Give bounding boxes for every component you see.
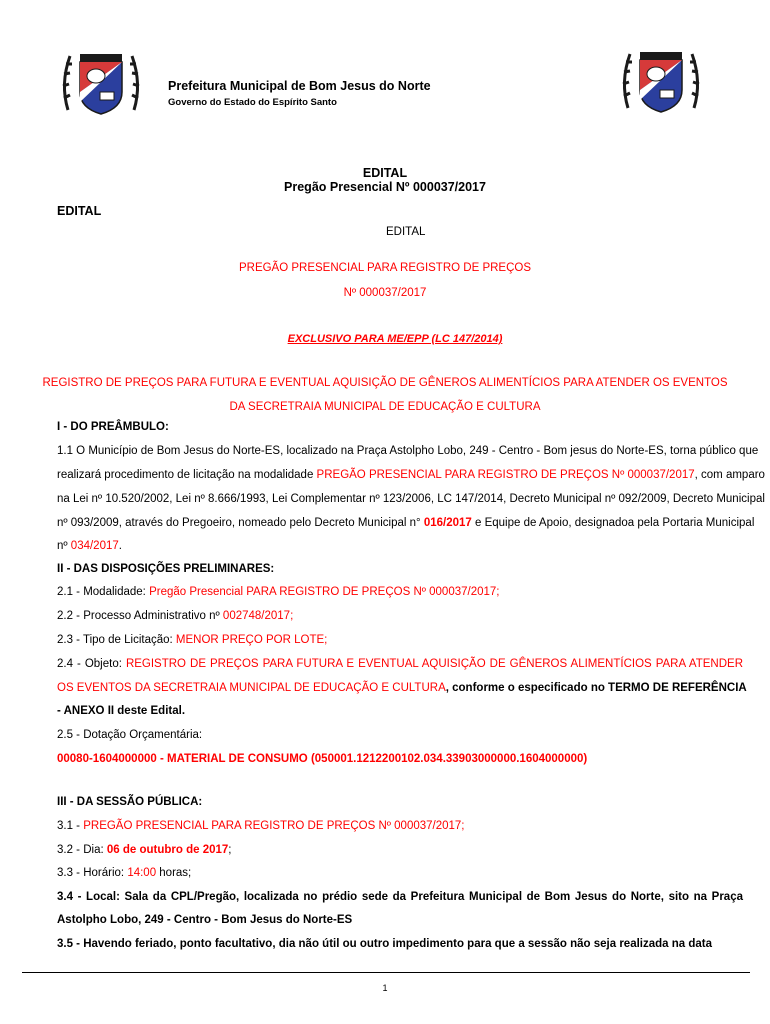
section-heading: I - DO PREÂMBULO: xyxy=(57,421,169,433)
pregao-title: PREGÃO PRESENCIAL PARA REGISTRO DE PREÇOS xyxy=(238,262,532,274)
municipal-crest-icon xyxy=(618,46,704,118)
list-item: 3.1 - PREGÃO PRESENCIAL PARA REGISTRO DE PREÇOS Nº 000037/2017; xyxy=(57,820,465,832)
list-item: - ANEXO II deste Edital. xyxy=(57,705,186,717)
org-name: Prefeitura Municipal de Bom Jesus do Norte xyxy=(168,79,431,93)
paragraph-line: na Lei nº 10.520/2002, Lei nº 8.666/1993, Lei Complementar nº 123/2006, LC 147/2014, Decreto Municipal nº 092/2009, Decreto Municipal xyxy=(57,493,765,505)
paragraph-line: nº 034/2017. xyxy=(57,540,122,552)
edital-subheading: EDITAL xyxy=(386,226,426,238)
section-heading: III - DA SESSÃO PÚBLICA: xyxy=(57,796,203,808)
list-item: 3.5 - Havendo feriado, ponto facultativo, dia não útil ou outro impedimento para que a sessão não seja realizada na data xyxy=(57,938,713,950)
municipal-crest-icon xyxy=(58,48,144,120)
list-item: 2.4 - Objeto: REGISTRO DE PREÇOS PARA FUTURA E EVENTUAL AQUISIÇÃO DE GÊNEROS ALIMENTÍCIOS PARA ATENDER xyxy=(57,658,744,670)
footer-divider xyxy=(22,972,750,973)
list-item: 3.3 - Horário: 14:00 horas; xyxy=(57,867,192,879)
exclusive-notice-text: EXCLUSIVO PARA ME/EPP (LC 147/2014) xyxy=(287,333,503,345)
list-item: OS EVENTOS DA SECRETRAIA MUNICIPAL DE EDUCAÇÃO E CULTURA, conforme o especificado no TERMO DE REFERÊNCIA xyxy=(57,682,747,694)
doc-subtitle: Pregão Presencial Nº 000037/2017 xyxy=(284,180,486,194)
org-subtitle: Governo do Estado do Espírito Santo xyxy=(168,97,337,108)
doc-title: EDITAL xyxy=(362,166,408,180)
pregao-number: Nº 000037/2017 xyxy=(343,287,427,299)
exclusive-notice xyxy=(0,333,770,345)
object-title-line-1: REGISTRO DE PREÇOS PARA FUTURA E EVENTUAL AQUISIÇÃO DE GÊNEROS ALIMENTÍCIOS PARA ATENDER OS EVENTOS xyxy=(42,377,728,389)
list-item: 3.4 - Local: Sala da CPL/Pregão, localizada no prédio sede da Prefeitura Municipal de Bom Jesus do Norte, sito na Praça xyxy=(57,891,743,903)
list-item: Astolpho Lobo, 249 - Centro - Bom Jesus do Norte-ES xyxy=(57,914,353,926)
paragraph-line: realizará procedimento de licitação na modalidade PREGÃO PRESENCIAL PARA REGISTRO DE PREÇOS Nº 000037/2017, com amparo xyxy=(57,469,765,481)
section-heading: II - DAS DISPOSIÇÕES PRELIMINARES: xyxy=(57,563,275,575)
budget-line: 00080-1604000000 - MATERIAL DE CONSUMO (050001.1212200102.034.33903000000.1604000000) xyxy=(57,753,588,765)
object-title-line-2: DA SECRETRAIA MUNICIPAL DE EDUCAÇÃO E CULTURA xyxy=(229,401,541,413)
page-number: 1 xyxy=(382,983,388,993)
list-item: 2.2 - Processo Administrativo nº 002748/2017; xyxy=(57,610,294,622)
list-item: 3.2 - Dia: 06 de outubro de 2017; xyxy=(57,844,232,856)
paragraph-line: 1.1 O Município de Bom Jesus do Norte-ES, localizado na Praça Astolpho Lobo, 249 - Centro - Bom jesus do Norte-ES, torna público que xyxy=(57,445,759,457)
list-item: 2.1 - Modalidade: Pregão Presencial PARA REGISTRO DE PREÇOS Nº 000037/2017; xyxy=(57,586,500,598)
list-item: 2.3 - Tipo de Licitação: MENOR PREÇO POR LOTE; xyxy=(57,634,328,646)
list-item: 2.5 - Dotação Orçamentária: xyxy=(57,729,203,741)
paragraph-line: nº 093/2009, através do Pregoeiro, nomeado pelo Decreto Municipal n° 016/2017 e Equipe de Apoio, designadoa pela Portaria Municipal xyxy=(57,517,755,529)
edital-heading: EDITAL xyxy=(57,204,102,218)
